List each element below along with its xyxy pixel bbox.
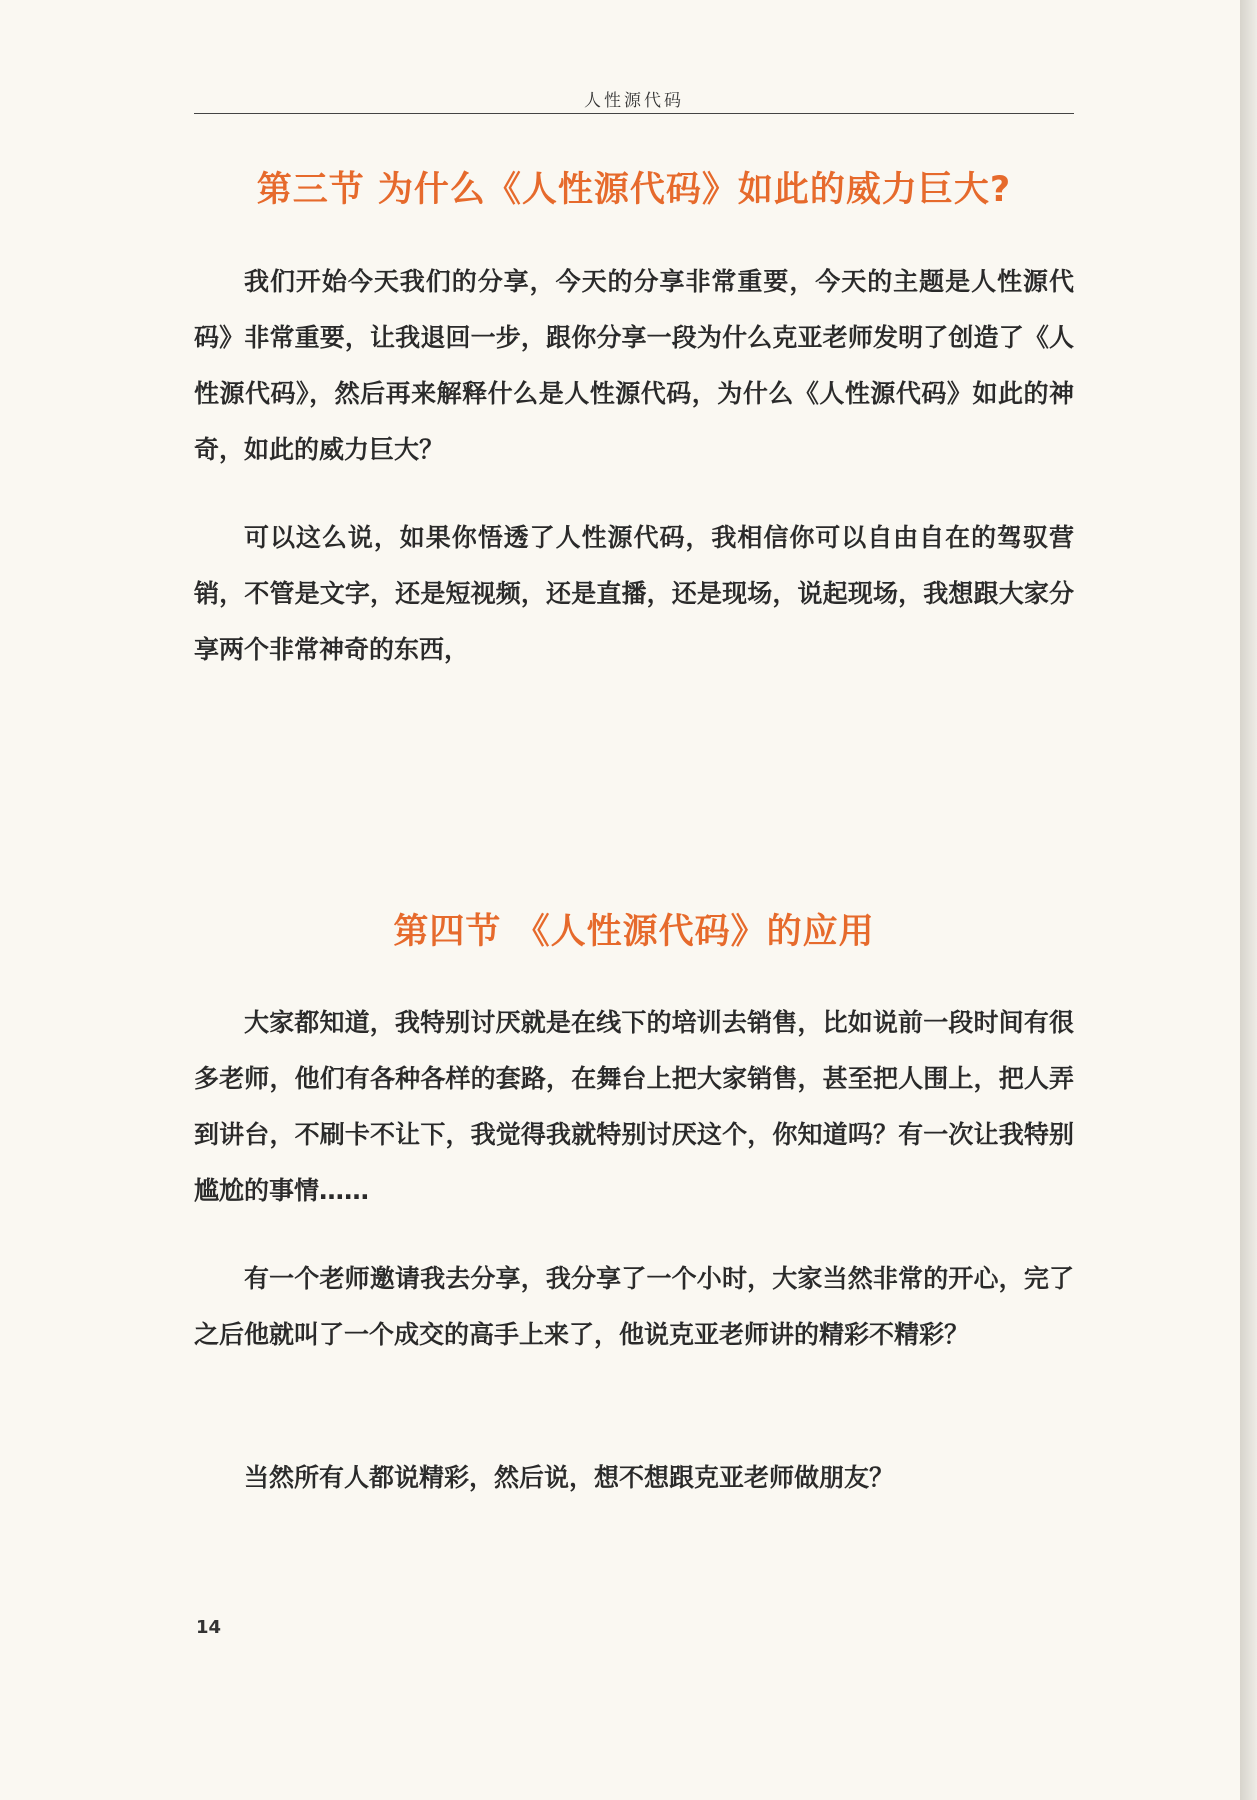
page-number: 14: [196, 1617, 222, 1638]
paragraph-5: 当然所有人都说精彩，然后说，想不想跟克亚老师做朋友？: [244, 1463, 895, 1492]
section-title-3: 第三节 为什么《人性源代码》如此的威力巨大?: [256, 170, 1012, 210]
running-header: 人性源代码: [584, 91, 684, 111]
paragraph-1: 我们开始今天我们的分享，今天的分享非常重要，今天的主题是人性源代码》非常重要，让我退回一步，跟你分享一段为什么克亚老师发明了创造了《人性源代码》，然后再来解释什么是人性源代码，为什么《人性源代码》如此的神奇，如此的威力巨大？: [194, 267, 1074, 464]
paragraph-3: 大家都知道，我特别讨厌就是在线下的培训去销售，比如说前一段时间有很多老师，他们有各种各样的套路，在舞台上把大家销售，甚至把人围上，把人弄到讲台，不刷卡不让下，我觉得我就特别讨厌这个，你知道吗？有一次让我特别尴尬的事情……: [194, 1008, 1074, 1205]
paragraph-2: 可以这么说，如果你悟透了人性源代码，我相信你可以自由自在的驾驭营销，不管是文字，还是短视频，还是直播，还是现场，说起现场，我想跟大家分享两个非常神奇的东西，: [194, 523, 1074, 664]
paragraph-4: 有一个老师邀请我去分享，我分享了一个小时，大家当然非常的开心，完了之后他就叫了一个成交的高手上来了，他说克亚老师讲的精彩不精彩？: [194, 1264, 1074, 1349]
page-edge-shadow: [1240, 0, 1257, 1800]
header-rule: [194, 113, 1074, 114]
section-title-4: 第四节 《人性源代码》的应用: [393, 912, 875, 952]
